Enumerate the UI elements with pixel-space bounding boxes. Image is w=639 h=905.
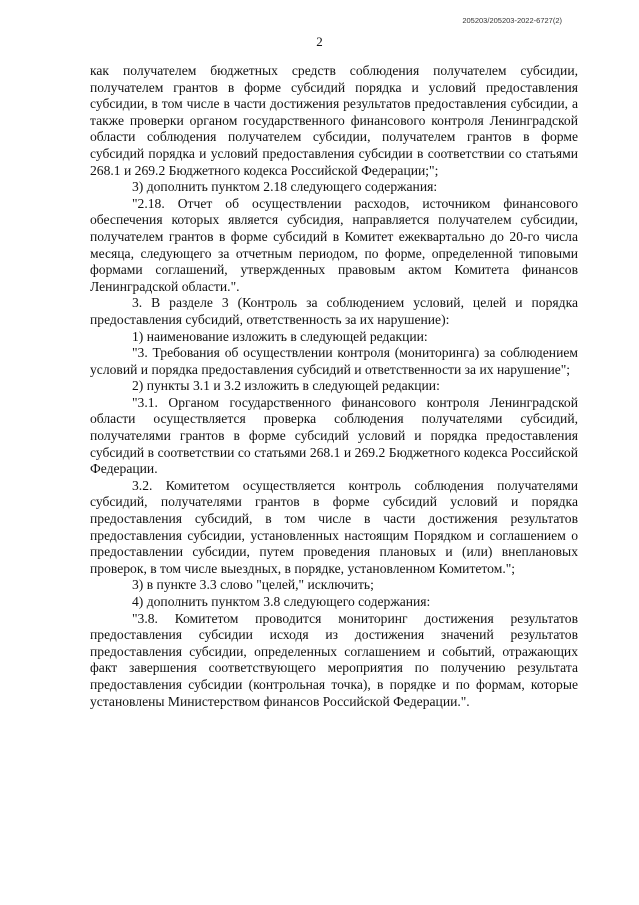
document-body [90, 63, 578, 710]
paragraph-3: "2.18. Отчет об осуществлении расходов, источником финансового обеспечения которых является субсидия, направляется получателем субсидии, получателем грантов в форме субсидий в Комитет ежеквартально до 20-го числа месяца, следующего за отчетным периодом, по форме, определенной типовыми формами соглашений, утвержденных правовым актом Комитета финансов Ленинградской области.". [90, 195, 578, 294]
paragraph-6: "3. Требования об осуществлении контроля (мониторинга) за соблюдением условий и порядка предоставления субсидий и ответственности за их нарушение"; [90, 345, 578, 377]
page-number: 2 [316, 34, 323, 49]
document-number: 205203/205203-2022-6727(2) [462, 16, 562, 25]
paragraph-10: 3) в пункте 3.3 слово "целей," исключить; [132, 577, 374, 593]
paragraph-2: 3) дополнить пунктом 2.18 следующего содержания: [132, 179, 438, 195]
paragraph-7: 2) пункты 3.1 и 3.2 изложить в следующей редакции: [132, 378, 440, 394]
paragraph-8: "3.1. Органом государственного финансового контроля Ленинградской области осуществляется проверка соблюдения получателями субсидий, получателями грантов в форме субсидий условий и порядка предоставления субсидий в соответствии со статьями 268.1 и 269.2 Бюджетного кодекса Российской Федерации. [90, 394, 578, 477]
paragraph-11: 4) дополнить пунктом 3.8 следующего содержания: [132, 594, 431, 609]
paragraph-4: 3. В разделе 3 (Контроль за соблюдением условий, целей и порядка предоставления субсидий, ответственность за их нарушение): [90, 295, 578, 327]
paragraph-12: "3.8. Комитетом проводится мониторинг достижения результатов предоставления субсидии исходя из достижения значений результатов предоставления субсидии, определенных соглашением и событий, отражающих факт завершения соответствующего мероприятия по получению результата предоставления субсидии (контрольная точка), в порядке и по формам, которые установлены Министерством финансов Российской Федерации.". [90, 610, 578, 709]
paragraph-9: 3.2. Комитетом осуществляется контроль соблюдения получателями субсидий, получателями грантов в форме субсидий условий и порядка предоставления субсидий, в том числе в части достижения результатов предоставления субсидии, установленных настоящим Порядком и соглашением о предоставлении субсидии, путем проведения плановых и (или) внеплановых проверок, в том числе выездных, в порядке, установленном Комитетом."; [90, 477, 578, 576]
paragraph-5: 1) наименование изложить в следующей редакции: [132, 328, 428, 344]
paragraph-1: как получателем бюджетных средств соблюдения получателем субсидии, получателем грантов в форме субсидий порядка и условий предоставления субсидии, в том числе в части достижения результатов предоставления субсидии, а также проверки органом государственного финансового контроля Ленинградской области соблюдения получателем субсидии, получателем грантов в форме субсидий порядка и условий предоставления субсидии в соответствии со статьями 268.1 и 269.2 Бюджетного кодекса Российской Федерации;"; [90, 63, 578, 178]
